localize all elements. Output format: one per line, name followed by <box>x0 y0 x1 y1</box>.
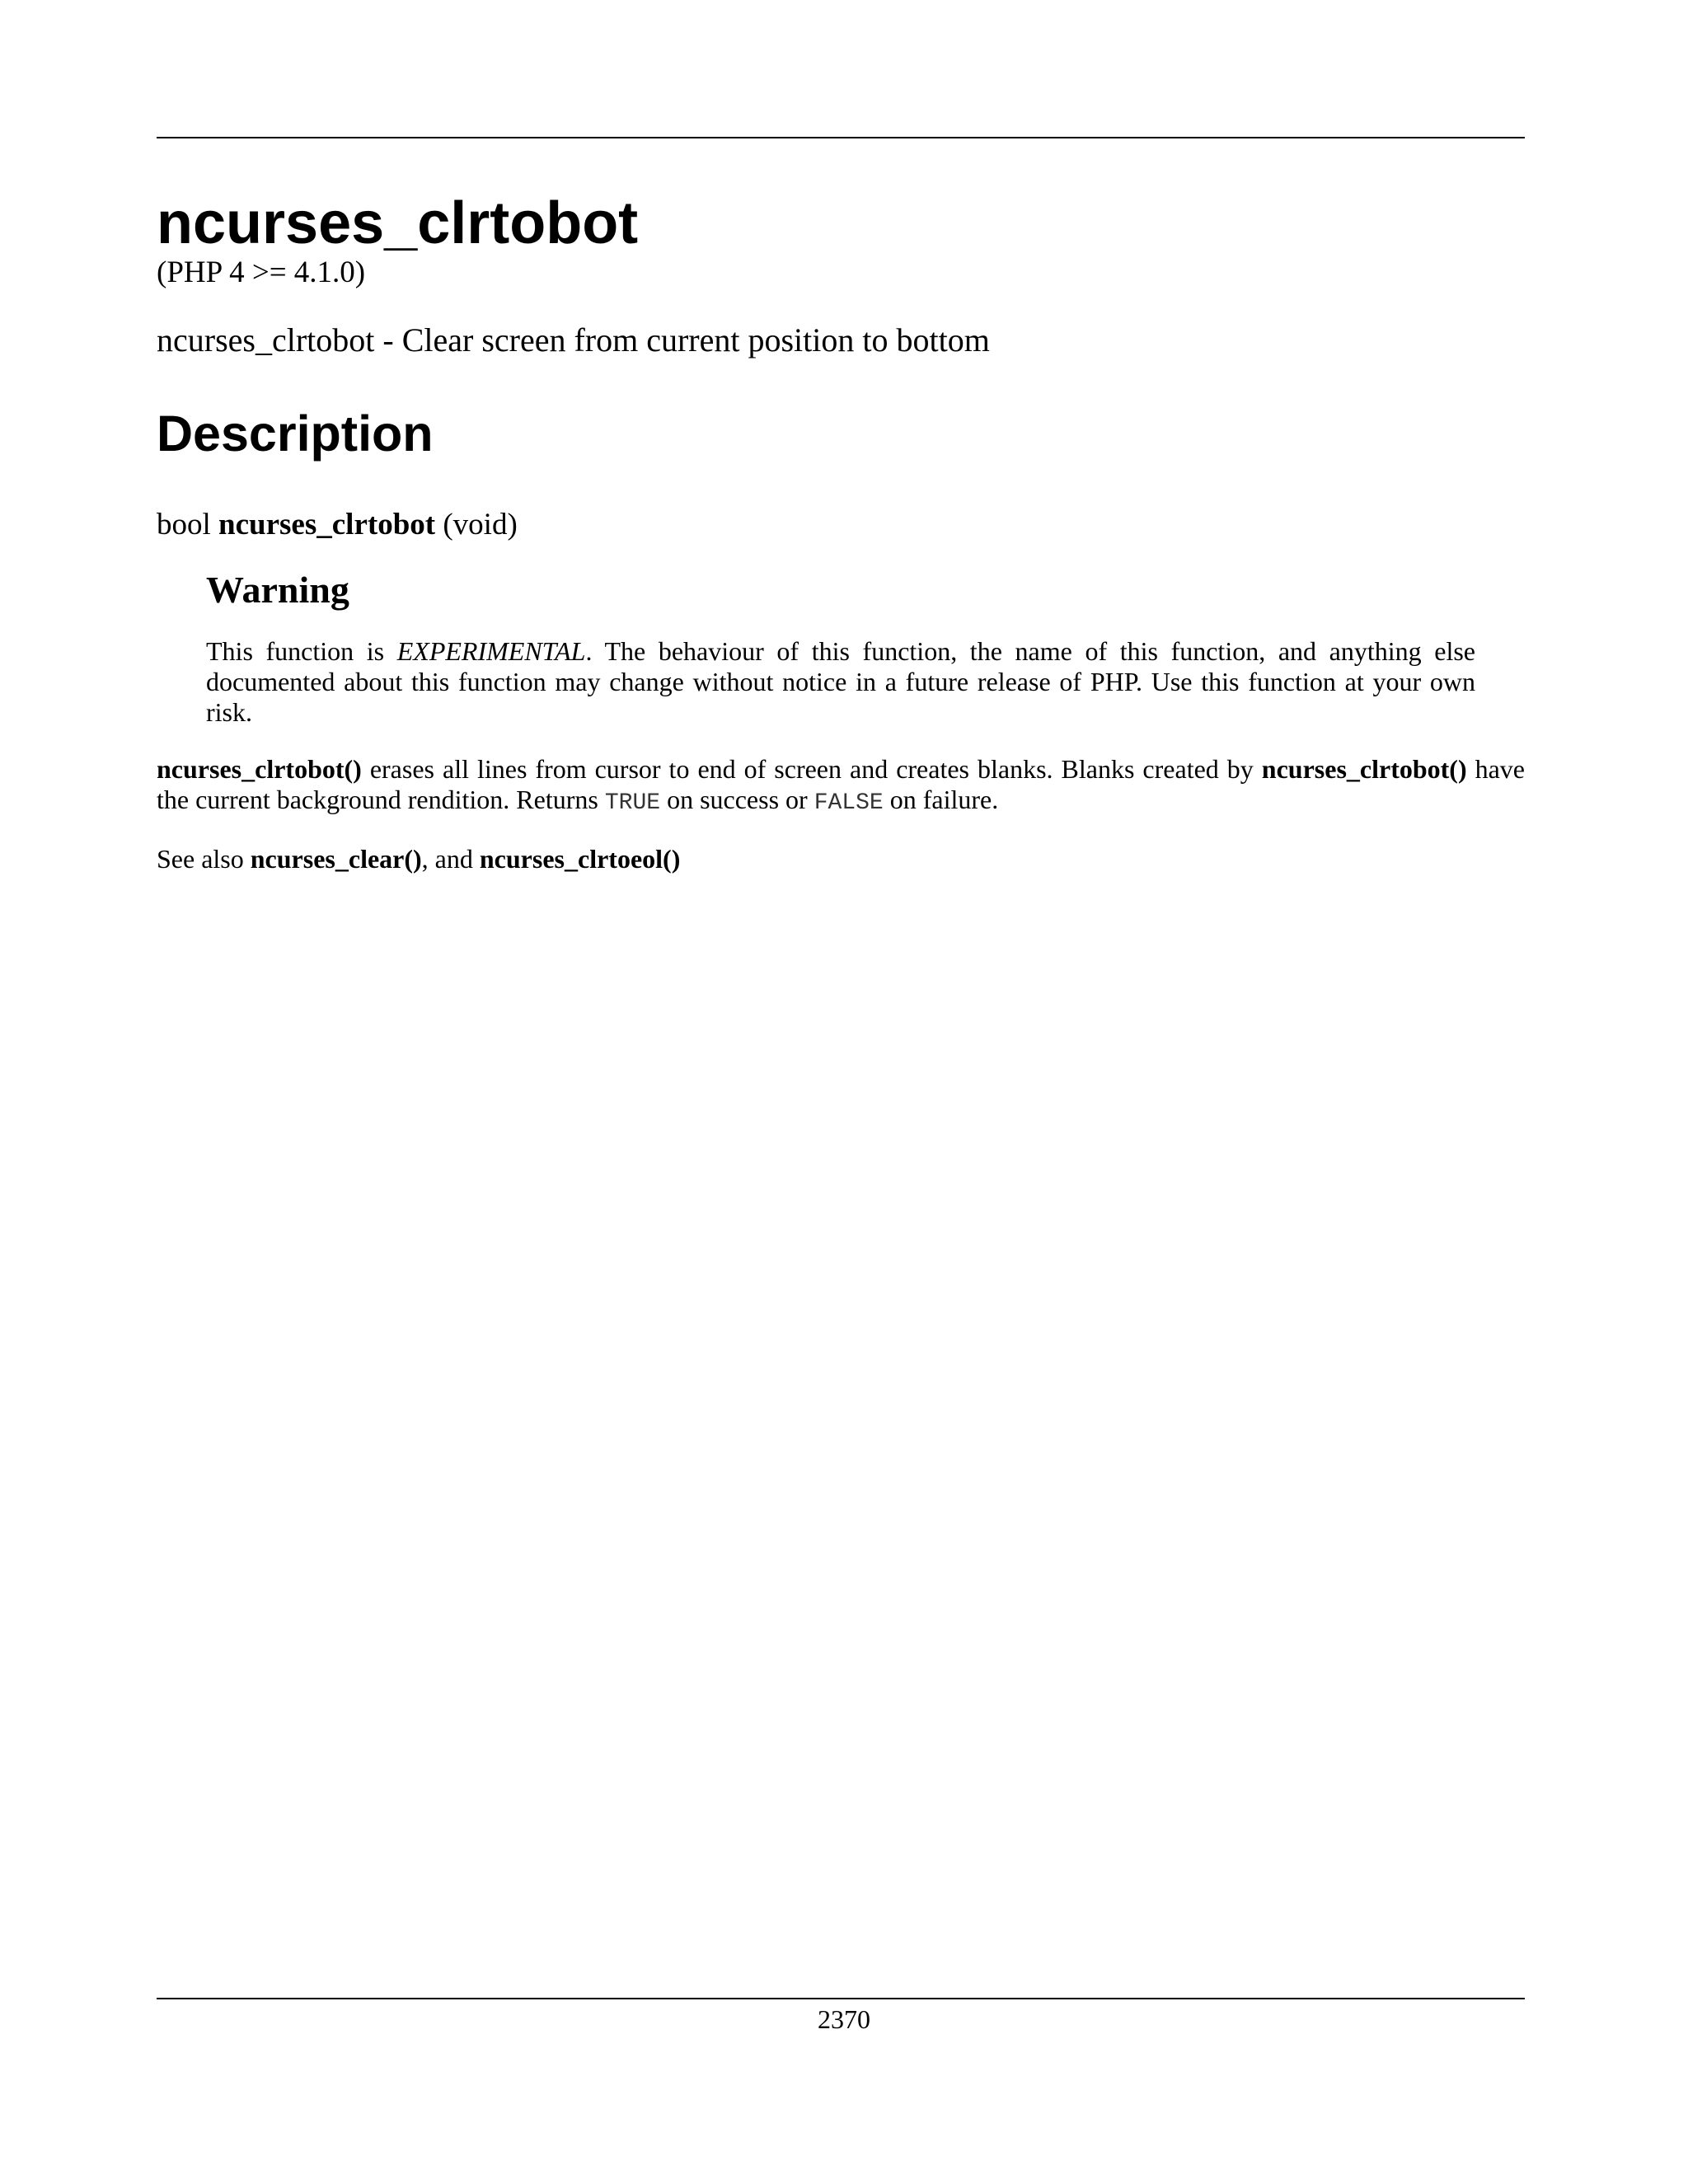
warning-title: Warning <box>206 569 349 611</box>
footer-rule <box>157 1998 1525 1999</box>
description-heading: Description <box>157 405 434 462</box>
description-paragraph <box>157 754 1525 818</box>
function-synopsis <box>157 506 518 544</box>
header-rule <box>157 137 1525 138</box>
paragraph-text: on success or <box>660 785 814 814</box>
page-number: 2370 <box>818 2004 870 2034</box>
warning-text-before: This function is <box>206 636 397 666</box>
return-type: bool <box>157 508 211 541</box>
paragraph-text: erases all lines from cursor to end of screen and creates blanks. Blanks created by <box>361 754 1262 784</box>
see-also-paragraph <box>157 842 680 875</box>
synopsis-params: (void) <box>443 508 518 541</box>
function-ref: ncurses_clrtobot() <box>157 754 362 784</box>
ref-purpose: ncurses_clrtobot - Clear screen from current position to bottom <box>157 321 990 359</box>
see-also-link-ncurses-clrtoeol[interactable]: ncurses_clrtoeol() <box>479 844 681 874</box>
warning-text-after: . The behaviour of this function, the name of this function, and anything else documented about this function may change without notice in a future release of PHP. Use this function at your own risk. <box>206 636 1476 727</box>
function-ref: ncurses_clrtobot() <box>1261 754 1467 784</box>
paragraph-text: have the current background rendition. Returns <box>157 754 1526 814</box>
page-title: ncurses_clrtobot <box>157 190 639 256</box>
see-also-separator: , and <box>421 844 480 874</box>
see-also-link-ncurses-clear[interactable]: ncurses_clear() <box>250 844 422 874</box>
constant-true: TRUE <box>604 790 661 816</box>
version-info: (PHP 4 >= 4.1.0) <box>157 255 366 289</box>
synopsis-function-name: ncurses_clrtobot <box>218 508 436 541</box>
warning-text <box>206 636 1475 728</box>
constant-false: FALSE <box>814 790 884 816</box>
paragraph-text: on failure. <box>883 785 999 814</box>
warning-emphasis: EXPERIMENTAL <box>396 636 586 666</box>
see-also-prefix: See also <box>157 844 251 874</box>
